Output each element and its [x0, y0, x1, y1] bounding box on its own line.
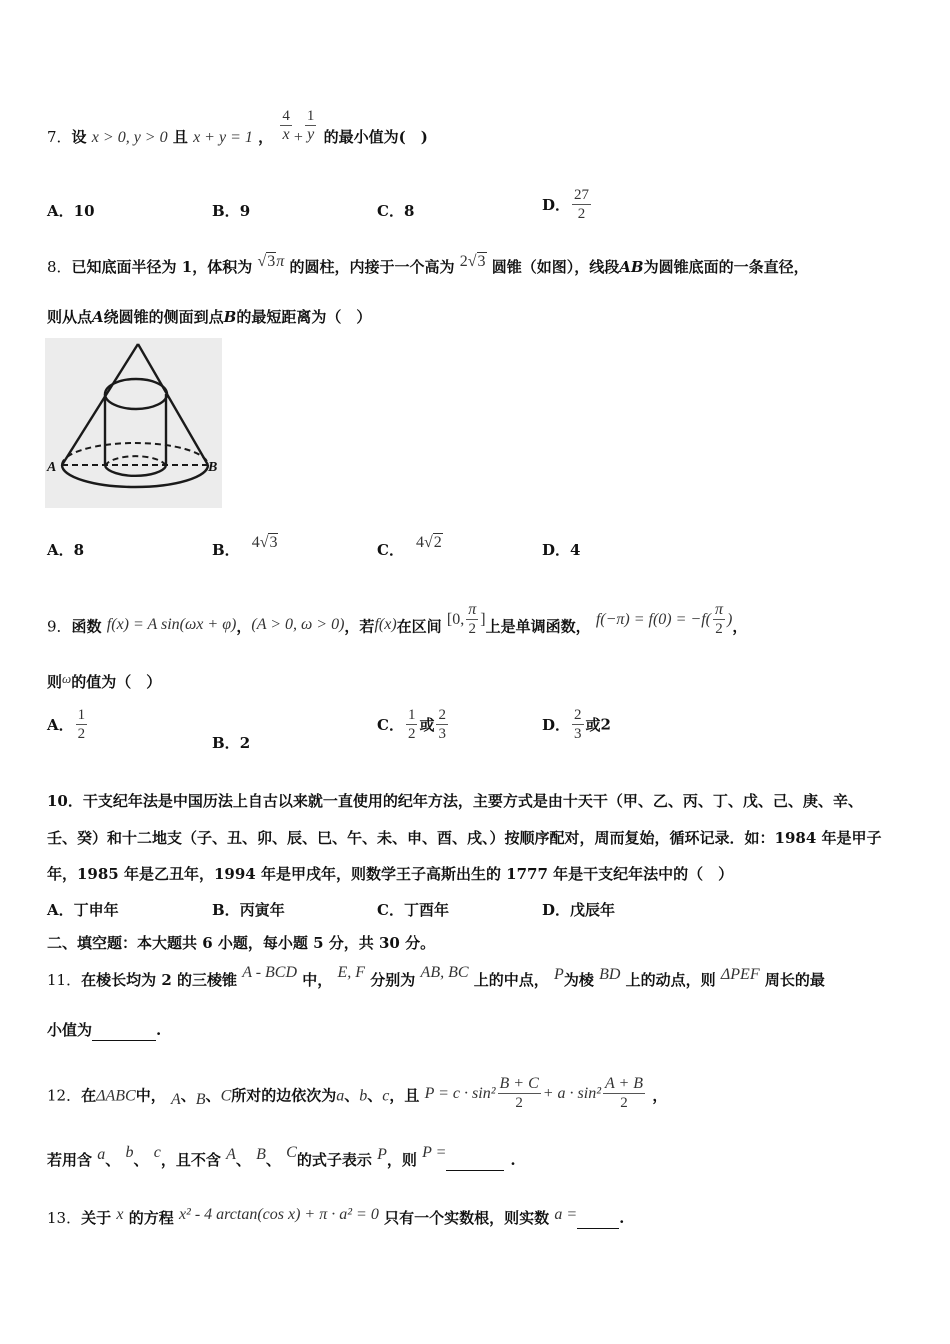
variable-x: x	[116, 1206, 124, 1223]
option-label: C．	[377, 541, 404, 559]
q8-option-d[interactable]	[542, 539, 580, 560]
denominator: x	[282, 125, 290, 143]
or-text: 或	[585, 716, 601, 734]
text: 为圆锥底面的一条直径，	[643, 258, 809, 276]
option-label: B．	[212, 901, 240, 919]
side-b: b	[359, 1087, 368, 1105]
point-a: A	[92, 308, 104, 326]
option-value: 戊辰年	[570, 901, 616, 919]
pi-over-2	[466, 601, 478, 638]
separator: 、	[235, 1151, 251, 1169]
cylinder-top	[105, 379, 167, 409]
option-value: 8	[403, 202, 415, 220]
a-equals: a =	[554, 1206, 578, 1223]
segment-ab: AB	[619, 258, 644, 276]
equation: x² - 4 arctan(cos x) + π · a² = 0	[178, 1206, 379, 1223]
separator: 、	[105, 1151, 121, 1169]
q9-stem-line2	[47, 672, 161, 693]
relation-right: )	[727, 610, 733, 628]
q9-option-c[interactable]	[377, 706, 450, 743]
separator: 、	[265, 1151, 281, 1169]
text: 在	[81, 1086, 97, 1105]
option-label: C．	[377, 901, 404, 919]
text: ，	[652, 1086, 668, 1105]
fraction-b-plus-c-over-2	[498, 1075, 541, 1112]
parameter-condition: (A > 0, ω > 0)	[251, 615, 345, 633]
q7-option-d[interactable]	[542, 186, 593, 223]
text: 绕圆锥的侧面到点	[103, 308, 224, 326]
text: 为棱	[563, 971, 594, 989]
denominator: 2	[715, 621, 723, 637]
question-number: 12．	[47, 1086, 82, 1105]
answer-blank[interactable]	[577, 1208, 619, 1229]
option-label: D．	[542, 901, 571, 919]
side-c: c	[382, 1087, 390, 1105]
q10-option-b[interactable]	[212, 899, 285, 920]
text: .	[156, 1021, 162, 1039]
cone-diagram	[45, 338, 222, 508]
points-ef: E, F	[337, 964, 366, 981]
denominator: 2	[515, 1095, 523, 1111]
numerator: 2	[574, 707, 582, 723]
text: 则从点	[47, 308, 93, 326]
numerator: A + B	[605, 1075, 644, 1092]
option-label: A．	[47, 202, 74, 220]
fraction-1-over-y	[305, 107, 317, 144]
denominator: 3	[574, 726, 582, 742]
four-sqrt2: 4√2	[415, 534, 442, 551]
q9-option-b[interactable]	[212, 732, 250, 753]
coefficient: 4	[251, 534, 260, 551]
four-sqrt3: 4√3	[251, 534, 278, 551]
option-value: 9	[239, 202, 251, 220]
angle-c: C	[220, 1087, 232, 1105]
omega-symbol: ω	[62, 671, 72, 686]
denominator: 2	[577, 206, 586, 222]
text: ，且不含	[160, 1151, 221, 1169]
option-value: 丁酉年	[403, 901, 449, 919]
angle-b: B	[195, 1090, 206, 1108]
text: 若用含	[47, 1151, 93, 1169]
numerator: 2	[438, 707, 446, 723]
plus-sign: +	[293, 129, 303, 146]
q12-stem-line1	[47, 1075, 668, 1115]
math-equation: x + y = 1	[193, 129, 253, 146]
interval-end: ]	[480, 610, 486, 628]
side-c: c	[153, 1144, 161, 1161]
radicand: 3	[267, 253, 276, 270]
text: 的式子表示	[296, 1151, 372, 1169]
side-a: a	[97, 1146, 106, 1163]
option-value: 2	[600, 715, 611, 734]
pi-symbol: π	[276, 253, 285, 270]
fraction-27-over-2	[572, 186, 591, 223]
option-label: D．	[542, 716, 571, 734]
q10-option-c[interactable]	[377, 899, 449, 920]
option-value: 8	[73, 541, 85, 559]
triangle-pef: ΔPEF	[720, 966, 760, 983]
p-equals: P =	[422, 1144, 447, 1161]
text: 上是单调函数，	[485, 617, 591, 636]
point-p: P	[554, 966, 564, 983]
functional-relation	[595, 601, 733, 637]
math-condition: x > 0, y > 0	[91, 129, 168, 146]
text: 函数	[71, 617, 102, 636]
text: 圆锥（如图），线段	[491, 258, 620, 276]
denominator: 2	[407, 726, 416, 742]
text: 的最小值为( )	[323, 128, 428, 146]
option-label: D．	[542, 196, 571, 214]
text: 上的动点，则	[625, 971, 716, 989]
question-number: 8．	[47, 258, 72, 276]
numerator: 27	[574, 187, 590, 203]
question-number: 9．	[47, 617, 72, 636]
text: ，	[732, 617, 748, 636]
text: 小值为	[47, 1021, 93, 1039]
edge-bd: BD	[599, 966, 621, 983]
q10-option-d[interactable]	[542, 899, 615, 920]
interval-start: [0,	[446, 610, 465, 628]
q7-option-a[interactable]	[47, 200, 95, 221]
numerator: π	[468, 601, 477, 618]
text: 周长的最	[764, 971, 825, 989]
answer-blank[interactable]	[92, 1020, 156, 1041]
numerator: 1	[306, 107, 315, 124]
text: .	[619, 1209, 625, 1227]
cylinder-base-front	[105, 466, 166, 476]
radicand: 2	[433, 534, 442, 551]
separator: 、	[344, 1086, 360, 1105]
cone-base-back	[62, 443, 208, 465]
fraction-1-over-2	[406, 706, 418, 743]
sqrt3-pi: √3π	[257, 253, 285, 270]
denominator: 3	[438, 726, 446, 742]
numerator: π	[715, 601, 724, 618]
option-value: 2	[239, 734, 251, 752]
text: 分别为	[370, 971, 416, 989]
text: 的最短距离为（ ）	[236, 308, 372, 326]
angle-c: C	[286, 1144, 297, 1161]
function-fx: f(x)	[374, 615, 397, 633]
formula-p	[424, 1075, 653, 1111]
edges-ab-bc: AB, BC	[420, 964, 469, 981]
text: 在棱长均为 2 的三棱锥	[81, 971, 237, 989]
angle-b: B	[256, 1146, 266, 1163]
q7-stem	[47, 107, 428, 148]
text: 且	[172, 128, 188, 146]
text: 中，	[302, 971, 333, 989]
tetrahedron: A - BCD	[242, 964, 298, 981]
option-label: C．	[377, 202, 404, 220]
answer-blank[interactable]	[446, 1150, 504, 1171]
cone-left-edge	[62, 344, 138, 465]
option-label: B．	[212, 541, 240, 559]
function-definition: f(x) = A sin(ωx + φ)	[106, 615, 237, 633]
text: ，若	[344, 617, 375, 636]
text: ，且	[389, 1086, 420, 1105]
text: 已知底面半径为 1，体积为	[71, 258, 253, 276]
radicand: 3	[269, 534, 278, 551]
text: ，则	[386, 1151, 417, 1169]
angle-a: A	[226, 1146, 236, 1163]
option-label: B．	[212, 202, 240, 220]
text: 所对的边依次为	[231, 1086, 337, 1105]
separator: 、	[205, 1086, 221, 1105]
numerator: 4	[282, 107, 290, 124]
text: ，	[236, 617, 252, 636]
q7-option-c[interactable]	[377, 200, 414, 221]
point-b: B	[223, 308, 237, 326]
interval	[446, 601, 486, 637]
cone-right-edge	[138, 344, 208, 465]
denominator: 2	[77, 726, 86, 742]
text: 的圆柱，内接于一个高为	[289, 258, 455, 276]
side-a: a	[336, 1087, 345, 1105]
q8-stem-line1	[47, 253, 809, 278]
text: 中，	[135, 1086, 166, 1105]
denominator: 2	[468, 621, 476, 637]
two-sqrt3: 2√3	[459, 253, 486, 270]
q8-option-b[interactable]	[212, 534, 278, 560]
fraction-4-over-x	[280, 107, 292, 144]
text: 在区间	[396, 617, 442, 636]
or-text: 或	[419, 716, 435, 734]
figure-label-a: A	[47, 460, 57, 475]
pi-over-2	[713, 601, 725, 638]
q10-stem-line1: 10．干支纪年法是中国历法上自古以来就一直使用的纪年方法，主要方式是由十天干（甲、乙、丙、丁、戊、己、庚、辛、	[47, 792, 863, 810]
variable-p: P	[377, 1146, 387, 1163]
separator: 、	[180, 1086, 196, 1105]
numerator: 1	[77, 707, 86, 723]
q10-option-a[interactable]	[47, 899, 119, 920]
angle-a: A	[170, 1090, 181, 1108]
denominator: y	[307, 125, 315, 143]
option-label: A．	[47, 716, 74, 734]
denominator: 2	[620, 1095, 628, 1111]
q11-stem-line2	[47, 1020, 161, 1041]
option-label: B．	[212, 734, 240, 752]
fraction-2-over-3	[436, 706, 448, 743]
q10-stem-line3: 年，1985 年是乙丑年，1994 年是甲戌年，则数学王子高斯出生的 1777 年是干支纪年法中的（ ）	[47, 865, 734, 883]
option-value: 丙寅年	[239, 901, 285, 919]
text: 上的中点，	[473, 971, 549, 989]
question-number: 7．	[47, 128, 72, 146]
radicand: 3	[477, 253, 486, 270]
text: 关于	[81, 1209, 112, 1227]
formula-part: P = c · sin²	[424, 1084, 496, 1102]
coefficient: 4	[415, 534, 424, 551]
option-value: 丁申年	[73, 901, 119, 919]
formula-part: + a · sin²	[542, 1084, 602, 1102]
option-label: A．	[47, 541, 74, 559]
numerator: B + C	[499, 1075, 539, 1092]
text: 的方程	[128, 1209, 174, 1227]
text: 则	[47, 673, 63, 691]
numerator: 1	[407, 707, 416, 723]
separator: 、	[133, 1151, 149, 1169]
text: ，	[258, 128, 274, 146]
fraction-2-over-3	[572, 706, 584, 743]
option-label: D．	[542, 541, 571, 559]
q8-stem-line2	[47, 307, 371, 327]
question-number: 13．	[47, 1209, 82, 1227]
section-title: 二、填空题：本大题共 6 小题，每小题 5 分，共 30 分。	[47, 934, 436, 952]
q9-option-a[interactable]	[47, 706, 89, 743]
text: 设	[71, 128, 87, 146]
figure-label-b: B	[208, 460, 218, 475]
question-number: 11．	[47, 971, 82, 989]
q12-stem-line2	[47, 1144, 516, 1171]
q8-option-a[interactable]	[47, 539, 84, 560]
triangle-abc: ΔABC	[96, 1087, 136, 1105]
text: 的值为（ ）	[71, 673, 162, 691]
q10-stem-line2: 壬、癸）和十二地支（子、丑、卯、辰、巳、午、未、申、酉、戌、）按顺序配对，周而复始，循环记录．如：1984 年是甲子	[47, 829, 882, 847]
q11-stem-line1	[47, 964, 825, 991]
q8-option-c[interactable]	[377, 534, 443, 560]
option-label: C．	[377, 716, 404, 734]
q9-stem-line1	[47, 601, 748, 646]
text: .	[510, 1151, 516, 1169]
coefficient: 2	[459, 253, 468, 270]
cone-figure	[45, 338, 222, 508]
q9-option-d[interactable]	[542, 706, 611, 743]
q13-stem	[47, 1208, 624, 1229]
option-value: 4	[570, 541, 581, 559]
fraction-a-plus-b-over-2	[603, 1075, 645, 1112]
q7-option-b[interactable]	[212, 200, 250, 221]
separator: 、	[367, 1086, 383, 1105]
text: 只有一个实数根，则实数	[384, 1209, 550, 1227]
option-value: 10	[73, 202, 95, 220]
fraction-1-over-2	[76, 706, 88, 743]
relation-left: f(−π) = f(0) = −f(	[595, 610, 711, 628]
option-label: A．	[47, 901, 74, 919]
side-b: b	[125, 1144, 134, 1161]
